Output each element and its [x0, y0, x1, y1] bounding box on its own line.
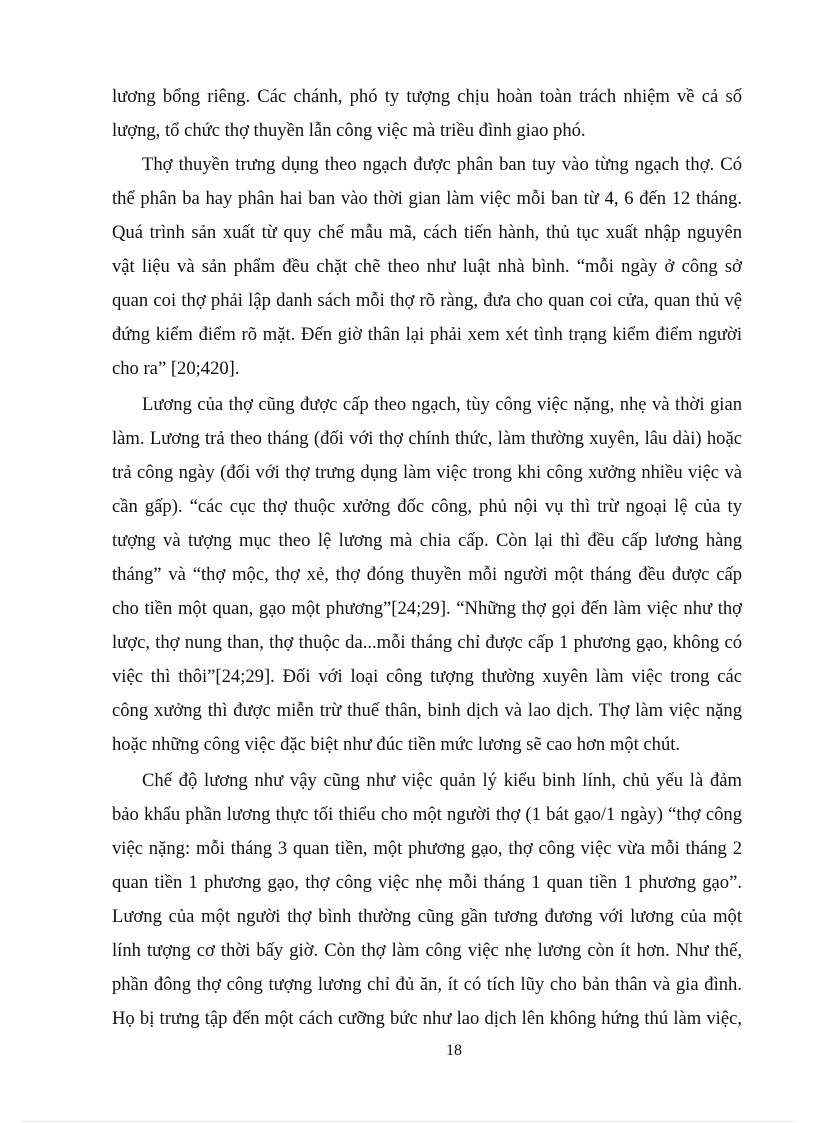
text-line: lính tượng cơ thời bấy giờ. Còn thợ làm công việc nhẹ lương còn ít hơn. Như thế,: [112, 940, 742, 961]
text-line: Quá trình sản xuất từ quy chế mẫu mã, cách tiến hành, thủ tục xuất nhập nguyên: [112, 222, 742, 243]
text-line: lương bổng riêng. Các chánh, phó ty tượng chịu hoàn toàn trách nhiệm về cả số: [112, 86, 742, 107]
text-line: thể phân ba hay phân hai ban vào thời gian làm việc mỗi ban từ 4, 6 đến 12 tháng.: [112, 188, 742, 209]
text-line: lược, thợ nung than, thợ thuộc da...mỗi tháng chỉ được cấp 1 phương gạo, không có: [112, 632, 742, 653]
text-line: tháng” và “thợ mộc, thợ xẻ, thợ đóng thuyền mỗi người một tháng đều được cấp: [112, 564, 742, 585]
text-line: phần đông thợ công tượng lương chỉ đủ ăn, ít có tích lũy cho bản thân và gia đình.: [112, 974, 742, 995]
text-line: Chế độ lương như vậy cũng như việc quản lý kiểu binh lính, chủ yếu là đảm: [142, 770, 742, 791]
page-bottom-border: [22, 1121, 794, 1122]
text-line: hoặc những công việc đặc biệt như đúc tiền mức lương sẽ cao hơn một chút.: [112, 734, 681, 755]
text-line: Họ bị trưng tập đến một cách cưỡng bức như lao dịch lên không hứng thú làm việc,: [112, 1008, 742, 1029]
text-line: quan tiền 1 phương gạo, thợ công việc nhẹ mỗi tháng 1 quan tiền 1 phương gạo”.: [112, 872, 742, 893]
text-line: việc nặng: mỗi tháng 3 quan tiền, một phương gạo, thợ công việc vừa mỗi tháng 2: [112, 838, 742, 859]
text-line: Lương của thợ cũng được cấp theo ngạch, tùy công việc nặng, nhẹ và thời gian: [142, 394, 742, 415]
text-line: cần gấp). “các cục thợ thuộc xưởng đốc công, phủ nội vụ thì trừ ngoại lệ của ty: [112, 496, 742, 517]
text-line: việc thì thôi”[24;29]. Đối với loại công tượng thường xuyên làm việc trong các: [112, 666, 742, 687]
text-line: cho tiền một quan, gạo một phương”[24;29]. “Những thợ gọi đến làm việc như thợ: [112, 598, 742, 619]
text-line: công xưởng thì được miễn trừ thuế thân, binh dịch và lao dịch. Thợ làm việc nặng: [112, 700, 742, 721]
text-line: bảo khẩu phần lương thực tối thiểu cho một người thợ (1 bát gạo/1 ngày) “thợ công: [112, 804, 742, 825]
text-line: trả công ngày (đối với thợ trưng dụng làm việc trong khi công xưởng nhiều việc và: [112, 462, 742, 483]
text-line: cho ra” [20;420].: [112, 358, 240, 379]
text-line: làm. Lương trả theo tháng (đối với thợ chính thức, làm thường xuyên, lâu dài) hoặc: [112, 428, 742, 449]
text-line: Lương của một người thợ bình thường cũng gần tương đương với lương của một: [112, 906, 742, 927]
page-number: 18: [446, 1042, 462, 1059]
text-line: tượng và tượng mục theo lệ lương mà chia cấp. Còn lại thì đều cấp lương hàng: [112, 530, 742, 551]
text-line: lượng, tổ chức thợ thuyền lẫn công việc mà triều đình giao phó.: [112, 120, 586, 141]
text-line: vật liệu và sản phẩm đều chặt chẽ theo như luật nhà bình. “mỗi ngày ở công sở: [112, 256, 742, 277]
text-line: quan coi thợ phải lập danh sách mỗi thợ rõ ràng, đưa cho quan coi cửa, quan thủ vệ: [112, 290, 742, 311]
text-line: Thợ thuyền trưng dụng theo ngạch được phân ban tuy vào từng ngạch thợ. Có: [142, 154, 742, 175]
text-line: đứng kiểm điểm rõ mặt. Đến giờ thân lại phải xem xét tình trạng kiểm điểm người: [112, 324, 742, 345]
